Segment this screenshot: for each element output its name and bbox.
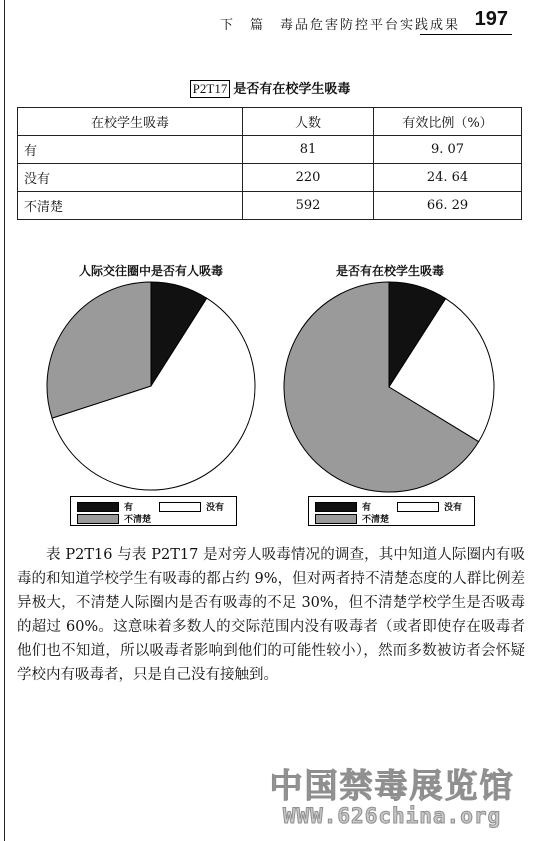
table-code: P2T17 bbox=[190, 80, 231, 98]
pie-chart-1-legend bbox=[70, 496, 237, 526]
column-header: 有效比例（%） bbox=[374, 108, 522, 136]
table-cell: 不清楚 bbox=[18, 192, 243, 220]
legend-item-unclear bbox=[77, 512, 151, 525]
watermark-url: WWW.626china.org bbox=[282, 804, 502, 828]
running-header bbox=[0, 10, 530, 36]
watermark-title: 中国禁毒展览馆 bbox=[269, 766, 515, 805]
page-number: 197 bbox=[474, 8, 508, 30]
column-header: 在校学生吸毒 bbox=[18, 108, 243, 136]
table-cell: 有 bbox=[18, 136, 243, 164]
table-cell: 没有 bbox=[18, 164, 243, 192]
pie-chart-1 bbox=[45, 280, 257, 492]
legend-swatch-no bbox=[397, 502, 439, 512]
legend-label: 没有 bbox=[444, 503, 463, 513]
table-cell: 220 bbox=[243, 164, 374, 192]
legend-swatch-yes bbox=[77, 502, 119, 512]
table-header-row bbox=[18, 108, 522, 136]
pie-chart-2-title: 是否有在校学生吸毒 bbox=[335, 264, 444, 278]
column-header: 人数 bbox=[243, 108, 374, 136]
table-cell: 81 bbox=[243, 136, 374, 164]
table-caption bbox=[0, 78, 540, 98]
table-row bbox=[18, 136, 522, 164]
legend-label: 有 bbox=[362, 503, 372, 513]
legend-item-unclear bbox=[315, 512, 389, 525]
legend-label: 不清楚 bbox=[362, 515, 390, 525]
pie-chart-2 bbox=[282, 280, 496, 494]
legend-item-no bbox=[397, 500, 462, 513]
legend-label: 没有 bbox=[206, 503, 225, 513]
table-row bbox=[18, 164, 522, 192]
watermark bbox=[254, 760, 530, 832]
pie-chart-2-legend bbox=[308, 496, 475, 526]
table-cell: 66. 29 bbox=[374, 192, 522, 220]
table-cell: 24. 64 bbox=[374, 164, 522, 192]
legend-label: 有 bbox=[124, 503, 134, 513]
legend-swatch-unclear bbox=[77, 514, 119, 524]
legend-label: 不清楚 bbox=[124, 515, 152, 525]
table-cell: 592 bbox=[243, 192, 374, 220]
page-edge-rule bbox=[4, 0, 5, 841]
header-underline bbox=[420, 34, 512, 35]
legend-swatch-unclear bbox=[315, 514, 357, 524]
legend-swatch-no bbox=[159, 502, 201, 512]
header-title: 下 篇 毒品危害防控平台实践成果 bbox=[219, 18, 460, 33]
pie-chart-1-title: 人际交往圈中是否有人吸毒 bbox=[78, 264, 223, 278]
table-title: 是否有在校学生吸毒 bbox=[233, 82, 351, 97]
body-paragraph: 表 P2T16 与表 P2T17 是对旁人吸毒情况的调查，其中知道人际圈内有吸毒的和知道学校学生有吸毒的都占约 9%，但对两者持不清楚态度的人群比例差异极大，不清楚人际圈内是否有吸毒的不足 30%，但不清楚学校学生是否吸毒的超过 60%。这意味着多数人的交际范围内没有吸毒者（或者即使存在吸毒者他们也不知道，所以吸毒者影响到他们的可能性较小），然而多数被访者会怀疑学校内有吸毒者，只是自己没有接触到。 bbox=[17, 547, 525, 683]
table-cell: 9. 07 bbox=[374, 136, 522, 164]
data-table bbox=[17, 107, 522, 220]
legend-swatch-yes bbox=[315, 502, 357, 512]
table-row bbox=[18, 192, 522, 220]
legend-item-no bbox=[159, 500, 224, 513]
